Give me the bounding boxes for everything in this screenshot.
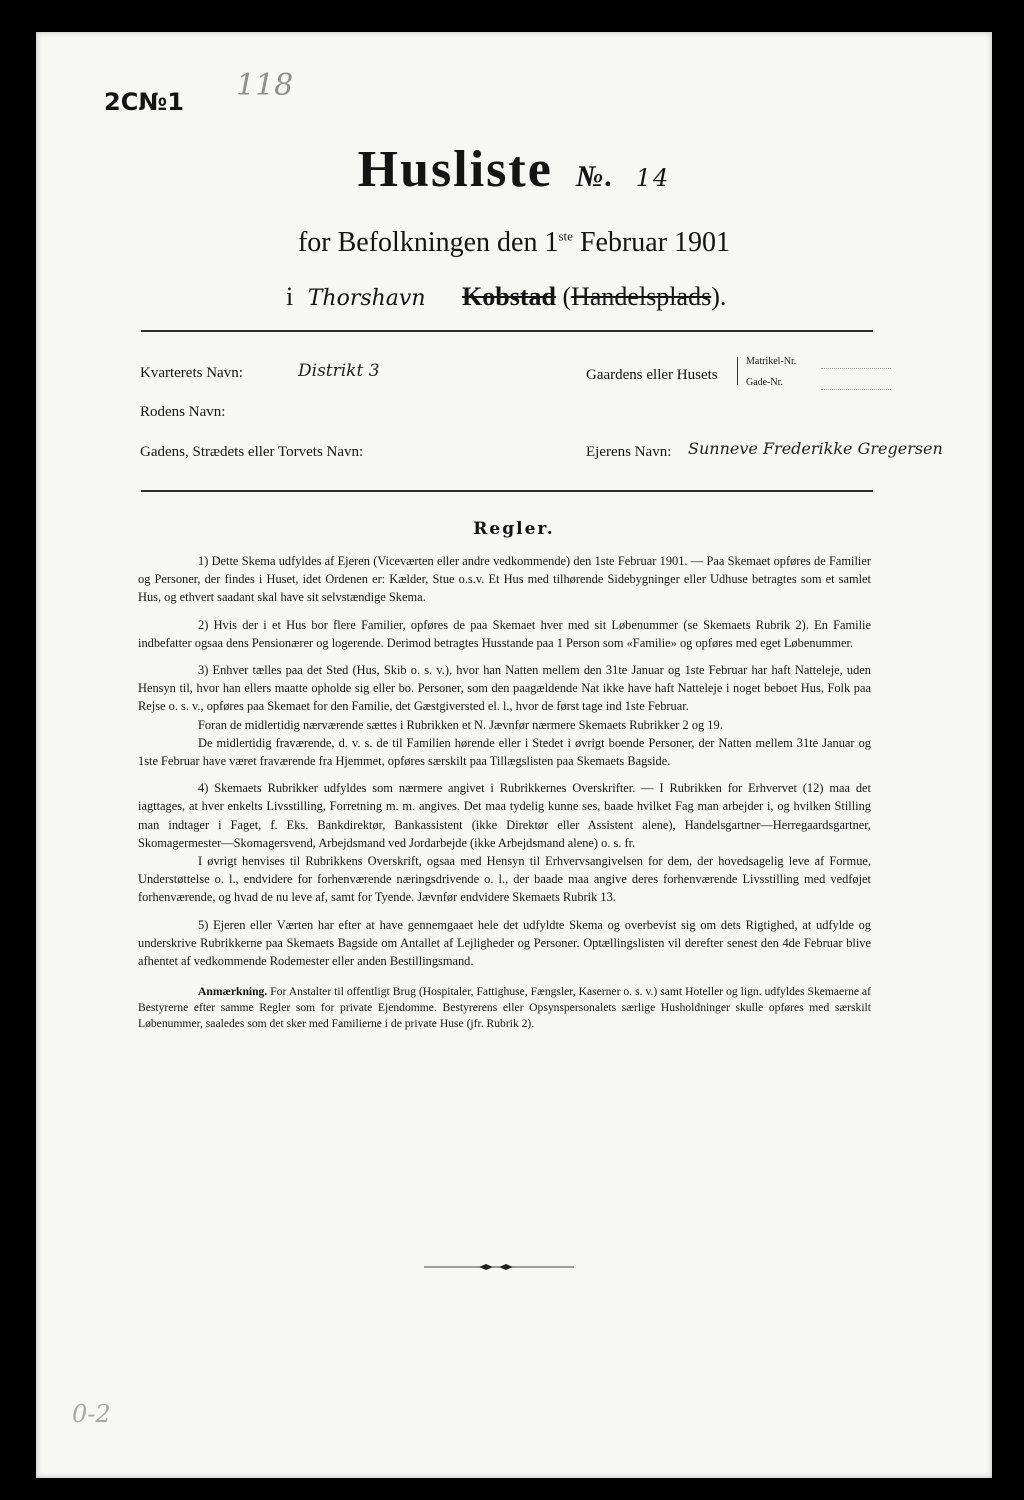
pencil-annotation: 118 [236,68,294,103]
struck-kobstad: Kobstad [462,282,556,311]
rule-4: 4) Skemaets Rubrikker udfyldes som nærmere angivet i Rubrikkernes Overskrifter. — I Rubrikken for Erhvervet (12) maa det iagttages, at hver enkelts Livsstilling, Forretning m. m. angives. Det maa tydelig kunne ses, baade hvilket Fag man arbejder i, og hvilken Stilling man indtager i Faget, f. Eks. Bankdirektør, Bankassistent (ikke Direktør eller Assistent alene), Handelsgartner—Herregaardsgartner, Skomagermester—Skomagersvend, Arbejdsmand ved Jordarbejde (ikke Arbejdsmand alene) o. s. fr. [138,781,871,850]
divider-top [141,330,873,332]
film-serial-number: 2C№1 [104,88,184,116]
subtitle-sup: ste [558,228,573,244]
divider-middle [141,490,873,492]
number-label: №. [575,160,615,193]
note-text: For Anstalter til offentligt Brug (Hospitaler, Fattighuse, Fængsler, Kaserner o. s. v.) samt Hoteller og lign. udfyldes Skemaerne af Bestyrerne efter samme Regler som for private Ejendomme. Bestyrerens eller Opsynspersonalets særlige Husholdninger skulle opføres med særskilt Løbenummer, saaledes som det sker med Familierne i de private Huse (jfr. Rubrik 2). [138,985,871,1031]
kvarter-value: Distrikt 3 [298,361,380,381]
note-lead: Anmærkning. [198,985,268,999]
rule-1: 1) Dette Skema udfyldes af Ejeren (Viceværten eller andre vedkommende) den 1ste Februar 1901. — Paa Skemaet opføres de Familier og Personer, der findes i Huset, idet Ordenen er: Kælder, Stue o.s.v. Et Hus med tilhørende Sidebygninger eller Udhuse betragtes som et samlet Hus, og ethvert saadant skal have sit selvstændige Skema. [138,554,871,605]
form-title [36,140,992,199]
rule-4-cont: I øvrigt henvises til Rubrikkens Overskrift, ogsaa med Hensyn til Erhvervsangivelsen for dem, der hovedsagelig leve af Formue, Understøttelse o. l., endvidere for forhenværende næringsdrivende o. l., der baade maa angive deres forhenværende Livsstilling med vedføjet forhenværende, og hvad de nu leve af, samt for Tyende. Jævnfør endvidere Skemaets Rubrik 13. [138,854,871,905]
form-subtitle [36,227,992,259]
gade-nr-line [821,389,891,390]
struck-handelsplads: Handelsplads [571,282,712,311]
ejer-label: Ejerens Navn: [586,444,672,460]
rules-body [138,552,871,1041]
kvarter-label: Kvarterets Navn: [140,365,243,381]
rule-5: 5) Ejeren eller Værten har efter at have gennemgaaet hele det udfyldte Skema og overbevist sig om dets Rigtighed, at udfylde og underskrive Rubrikkerne paa Skemaets Bagside om Antallet af Lejligheder og Personer. Optællingslisten vil derefter senest den 4de Februar blive afhentet af vedkommende Rodemester eller anden Bestillingsmand. [138,917,871,969]
gade-label: Gadens, Strædets eller Torvets Navn: [140,444,364,460]
matrikel-line [821,368,891,369]
subtitle-prefix: for Befolkningen den 1 [297,227,559,258]
pencil-mark-bottom: 0-2 [72,1400,111,1428]
title-text: Husliste [357,141,553,198]
rule-3: 3) Enhver tælles paa det Sted (Hus, Skib o. s. v.), hvor han Natten mellem den 31te Januar og 1ste Februar har haft Natteleje, uden Hensyn til, hvor han ellers maatte opholde sig eller bo. Personer, som den paagældende Nat ikke have haft Natteleje i noget beboet Hus, Folk paa Rejse o. s. v., opføres paa Skemaet for den Familie, det Gæstgiversted el. l., hvor de først tage ind 1ste Februar. [138,663,871,714]
census-form-page [36,32,992,1478]
rule-3-absent: De midlertidig fraværende, d. v. s. de til Familien hørende eller i Stedet i øvrigt boende Personer, der Natten mellem 31te Januar og 1ste Februar have været fraværende fra Hjemmet, opføres særskilt paa Tillægslisten paa Skemaets Bagside. [138,735,871,769]
rule-3-n: Foran de midlertidig nærværende sættes i Rubrikken et N. Jævnfør nærmere Skemaets Rubrikker 2 og 19. [198,717,723,732]
ornament-divider [424,1262,574,1272]
rode-label: Rodens Navn: [140,404,226,420]
town-prefix: i [286,282,294,311]
ejer-value: Sunneve Frederikke Gregersen [688,439,943,458]
paren-close: ). [711,282,727,311]
paren-open: ( [555,282,572,311]
list-number: 14 [635,164,671,192]
gade-nr-label: Gade-Nr. [746,377,783,388]
town-line [286,282,726,312]
rules-heading: Regler. [473,519,555,539]
gaard-label: Gaardens eller Husets [586,367,718,383]
brace [737,357,740,385]
subtitle-suffix: Februar 1901 [572,227,731,258]
note-paragraph [138,984,871,1032]
town-name: Thorshavn [307,286,426,311]
matrikel-label: Matrikel-Nr. [746,356,797,367]
rule-2: 2) Hvis der i et Hus bor flere Familier, opføres de paa Skemaet hver med sit Løbenummer (se Skemaets Rubrik 2). En Familie indbefatter ogsaa dens Pensionærer og logerende. Derimod betragtes Husstande paa 1 Person som «Familie» og opføres med eget Løbenummer. [138,617,871,650]
